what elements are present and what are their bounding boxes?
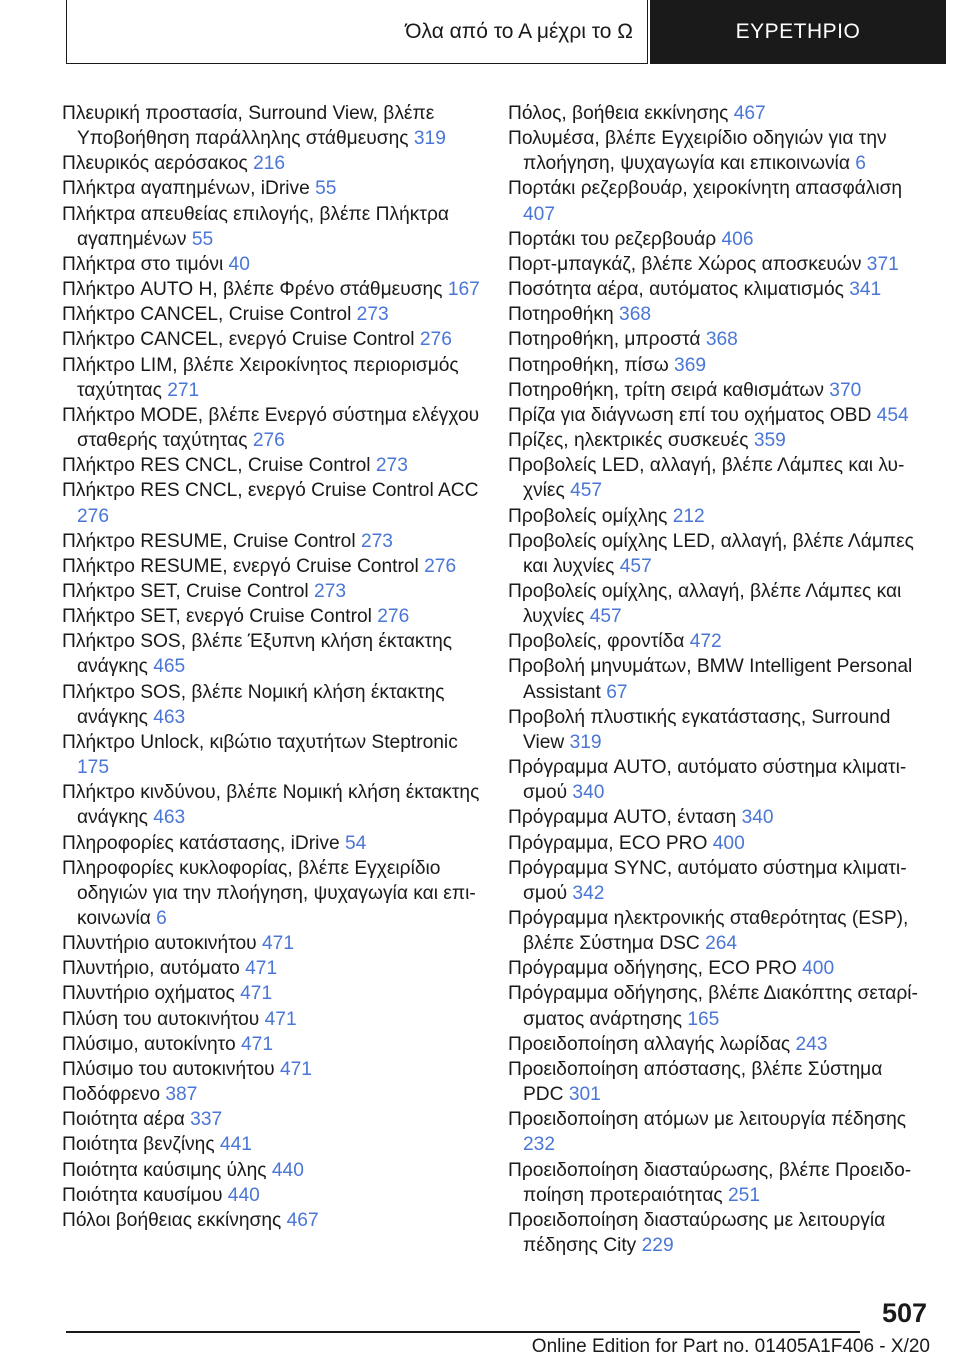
page-reference-link[interactable]: 454 (876, 404, 909, 426)
index-entry (62, 831, 482, 856)
index-entry (508, 629, 928, 654)
entry-text: Πλευρική προστασία, Surround View, βλέπε Υποβοήθηση παράλληλης στάθμευσης (62, 103, 435, 150)
entry-text: Πρίζα για διάγνωση επί του οχήματος OBD (508, 404, 877, 426)
entry-text: Πληροφορίες κατάστασης, iDrive (62, 832, 346, 854)
entry-text: Πλύσιμο, αυτοκίνητο (62, 1033, 241, 1055)
index-entry (508, 906, 928, 956)
index-entry (508, 453, 928, 503)
index-entry (508, 1208, 928, 1258)
entry-text: Πλήκτρα απευθείας επιλογής, βλέπε Πλήκτρα αγαπημένων (62, 203, 449, 250)
entry-text: Πρόγραμμα οδήγησης, ECO PRO (508, 958, 803, 980)
index-entry (62, 353, 482, 403)
entry-text: Ποιότητα αέρα (62, 1109, 191, 1131)
entry-text: Ποτηροθήκη, πίσω (508, 354, 675, 376)
page-reference-link[interactable]: 340 (741, 807, 774, 829)
entry-text: Πλήκτρο AUTO H, βλέπε Φρένο στάθμευσης (62, 279, 448, 301)
index-entry (62, 101, 482, 151)
index-entry (62, 604, 482, 629)
page-reference-link[interactable]: 216 (253, 153, 286, 175)
page-reference-link[interactable]: 407 (523, 203, 556, 225)
entry-text: Προειδοποίηση ατόμων με λειτουργία πέδησης (508, 1109, 906, 1131)
page-reference-link[interactable]: 471 (262, 933, 295, 955)
entry-text: Πόλος, βοήθεια εκκίνησης (508, 103, 734, 124)
page-reference-link[interactable]: 340 (572, 782, 605, 804)
page-reference-link[interactable]: 471 (264, 1008, 297, 1030)
index-entry (508, 856, 928, 906)
entry-text: Πλήκτρο SOS, βλέπε Έξυπνη κλήση έκτακτης ανάγκης (62, 631, 453, 678)
page-reference-link[interactable]: 55 (315, 178, 337, 200)
index-entry (62, 956, 482, 981)
index-entry (62, 680, 482, 730)
index-entry (62, 1082, 482, 1107)
page-reference-link[interactable]: 55 (191, 228, 214, 250)
page-reference-link[interactable]: 440 (271, 1159, 304, 1181)
index-entry (62, 1057, 482, 1082)
page-reference-link[interactable]: 337 (190, 1109, 223, 1131)
entry-text: Πλυντήριο οχήματος (62, 983, 241, 1005)
entry-text: Πλήκτρο RESUME, ενεργό Cruise Control (62, 555, 425, 577)
page-reference-link[interactable]: 463 (153, 706, 186, 728)
entry-text: Πρόγραμμα, ECO PRO (508, 832, 713, 854)
index-entry (508, 1032, 928, 1057)
entry-text: Πλήκτρο RES CNCL, ενεργό Cruise Control ACC (62, 480, 479, 502)
entry-text: Πλυντήριο, αυτόματο (62, 958, 246, 980)
entry-text: Προβολείς LED, αλλαγή, βλέπε Λάμπες και λυχνίες (508, 455, 905, 502)
entry-text: Πρόγραμμα ηλεκτρονικής σταθερότητας (ESP), βλέπε Σύστημα DSC (508, 908, 909, 955)
page-reference-link[interactable]: 273 (356, 304, 389, 326)
page-reference-link[interactable]: 471 (279, 1058, 312, 1080)
entry-text: Πρίζες, ηλεκτρικές συσκευές (508, 430, 754, 452)
index-column-right (508, 101, 928, 1258)
page-reference-link[interactable]: 167 (447, 279, 480, 301)
entry-text: Πρόγραμμα οδήγησης, βλέπε Διακόπτης σεταρίσματος ανάρτησης (508, 983, 918, 1030)
page-reference-link[interactable]: 342 (572, 882, 605, 904)
entry-text: Προειδοποίηση απόστασης, βλέπε Σύστημα PDC (508, 1058, 883, 1106)
index-entry (508, 403, 928, 428)
entry-text: Πλήκτρο RES CNCL, Cruise Control (62, 455, 376, 477)
page-reference-link[interactable]: 276 (77, 505, 110, 527)
entry-text: Ποσότητα αέρα, αυτόματος κλιματισμός (508, 279, 850, 301)
index-entry (62, 1132, 482, 1157)
index-entry (62, 1107, 482, 1132)
index-entry (508, 302, 928, 327)
page-reference-link[interactable]: 243 (795, 1033, 828, 1055)
page-reference-link[interactable]: 319 (413, 128, 446, 150)
entry-text: Πλήκτρο SET, ενεργό Cruise Control (62, 606, 378, 628)
entry-text: Πλυντήριο αυτοκινήτου (62, 933, 262, 955)
entry-text: Πολυμέσα, βλέπε Εγχειρίδιο οδηγιών για την πλοήγηση, ψυχαγωγία και επικοινωνία (508, 128, 887, 175)
page-reference-link[interactable]: 387 (165, 1084, 198, 1106)
page-number: 507 (881, 1298, 927, 1328)
entry-text: Πρόγραμμα AUTO, ένταση (508, 807, 742, 829)
entry-text: Πορτ-μπαγκάζ, βλέπε Χώρος αποσκευών (508, 253, 867, 275)
page-reference-link[interactable]: 229 (641, 1235, 674, 1257)
entry-text: Ποτηροθήκη, μπροστά (508, 329, 706, 351)
index-entry (62, 277, 482, 302)
index-entry (62, 981, 482, 1006)
entry-text: Προβολείς ομίχλης (508, 505, 673, 527)
page-reference-link[interactable]: 368 (705, 329, 738, 351)
index-entry (508, 529, 928, 579)
entry-text: Προβολή μηνυμάτων, BMW Intelligent Personal Assistant (508, 656, 913, 703)
page-reference-link[interactable]: 359 (753, 430, 786, 452)
page-reference-link[interactable]: 301 (568, 1084, 601, 1106)
page-reference-link[interactable]: 371 (866, 253, 899, 275)
page-reference-link[interactable]: 273 (360, 530, 393, 552)
entry-text: Πλήκτρα αγαπημένων, iDrive (62, 178, 316, 200)
index-entry (508, 1057, 928, 1107)
entry-text: Προβολείς ομίχλης LED, αλλαγή, βλέπε Λάμπες και λυχνίες (508, 530, 914, 577)
page-reference-link[interactable]: 471 (240, 1033, 273, 1055)
page-reference-link[interactable]: 400 (712, 832, 745, 854)
index-entry (508, 126, 928, 176)
page-reference-link[interactable]: 175 (77, 757, 110, 779)
page-reference-link[interactable]: 271 (167, 379, 200, 401)
index-entry (508, 252, 928, 277)
index-entry (62, 529, 482, 554)
page-reference-link[interactable]: 276 (424, 555, 457, 577)
index-entry (62, 1007, 482, 1032)
index-entry (62, 1032, 482, 1057)
index-entry (62, 554, 482, 579)
page-reference-link[interactable]: 40 (228, 253, 250, 275)
entry-text: Πλήκτρο SET, Cruise Control (62, 580, 315, 602)
entry-text: Πορτάκι ρεζερβουάρ, χειροκίνητη απασφάλιση (508, 178, 903, 200)
page-reference-link[interactable]: 232 (523, 1134, 556, 1156)
entry-text: Προβολείς, φροντίδα (508, 631, 690, 653)
index-entry (508, 956, 928, 981)
index-entry (508, 654, 928, 704)
entry-text: Πλήκτρο CANCEL, Cruise Control (62, 304, 357, 326)
page-reference-link[interactable]: 276 (419, 329, 452, 351)
page-reference-link[interactable]: 471 (245, 958, 278, 980)
index-entry (508, 176, 928, 226)
index-entry (508, 277, 928, 302)
index-entry (62, 780, 482, 830)
entry-text: Πρόγραμμα SYNC, αυτόματο σύστημα κλιματισμού (508, 857, 907, 904)
entry-text: Πλήκτρο RESUME, Cruise Control (62, 530, 361, 552)
page-reference-link[interactable]: 441 (219, 1134, 252, 1156)
page-reference-link[interactable]: 264 (705, 933, 738, 955)
index-entry (62, 1183, 482, 1208)
edition-footer: Online Edition for Part no. 01405A1F406 - X/20 (531, 1336, 930, 1357)
index-entry (62, 931, 482, 956)
page-reference-link[interactable]: 165 (687, 1008, 720, 1030)
footer-divider (66, 1331, 860, 1333)
index-entry (508, 805, 928, 830)
index-entry (508, 1158, 928, 1208)
entry-text: Πλήκτρα στο τιμόνι (62, 253, 229, 275)
index-entry (508, 378, 928, 403)
section-title: Όλα από το Α μέχρι το Ω (66, 0, 648, 64)
entry-text: Πλήκτρο Unlock, κιβώτιο ταχυτήτων Steptronic (62, 731, 458, 753)
page-reference-link[interactable]: 457 (589, 606, 622, 628)
index-entry (62, 1208, 482, 1233)
entry-text: Πλήκτρο MODE, βλέπε Ενεργό σύστημα ελέγχου σταθερής ταχύτητας (62, 404, 480, 452)
page-reference-link[interactable]: 6 (855, 153, 866, 175)
page-reference-link[interactable]: 341 (849, 279, 882, 301)
index-entry (508, 227, 928, 252)
page-reference-link[interactable]: 463 (153, 807, 186, 829)
entry-text: Ποδόφρενο (62, 1084, 166, 1106)
index-entry (508, 1107, 928, 1157)
entry-text: Προβολή πλυστικής εγκατάστασης, Surround View (508, 706, 891, 753)
index-entry (508, 755, 928, 805)
index-entry (508, 981, 928, 1031)
index-entry (62, 478, 482, 528)
page-reference-link[interactable]: 251 (728, 1184, 761, 1206)
page-reference-link[interactable]: 319 (569, 731, 602, 753)
page-reference-link[interactable]: 369 (674, 354, 707, 376)
page-reference-link[interactable]: 368 (619, 304, 652, 326)
entry-text: Προειδοποίηση διασταύρωσης με λειτουργία πέδησης City (508, 1209, 886, 1257)
index-entry (508, 504, 928, 529)
index-entry (508, 428, 928, 453)
index-entry (508, 705, 928, 755)
index-entry (62, 252, 482, 277)
page-reference-link[interactable]: 440 (227, 1184, 260, 1206)
entry-text: Ποτηροθήκη (508, 304, 620, 326)
page-reference-link[interactable]: 273 (375, 455, 408, 477)
index-entry (508, 327, 928, 352)
page-reference-link[interactable]: 457 (619, 555, 652, 577)
page-reference-link[interactable]: 457 (570, 480, 603, 502)
index-entry (62, 1158, 482, 1183)
index-entry (62, 151, 482, 176)
index-entry (62, 579, 482, 604)
index-tab[interactable]: ΕΥΡΕΤΗΡΙΟ (650, 0, 946, 64)
index-entry (508, 101, 928, 126)
entry-text: Πληροφορίες κυκλοφορίας, βλέπε Εγχειρίδιο οδηγιών για την πλοήγηση, ψυχαγωγία και επικοινωνία (62, 857, 476, 929)
entry-text: Πλύση του αυτοκινήτου (62, 1008, 265, 1030)
page-reference-link[interactable]: 472 (689, 631, 722, 653)
page-reference-link[interactable]: 370 (829, 379, 862, 401)
entry-text: Πρόγραμμα AUTO, αυτόματο σύστημα κλιματισμού (508, 757, 907, 804)
entry-text: Προβολείς ομίχλης, αλλαγή, βλέπε Λάμπες και λυχνίες (508, 580, 902, 628)
page-header (0, 0, 960, 64)
page-reference-link[interactable]: 467 (733, 103, 766, 124)
page-reference-link[interactable]: 465 (153, 656, 186, 678)
entry-text: Πλύσιμο του αυτοκινήτου (62, 1058, 280, 1080)
page-reference-link[interactable]: 276 (377, 606, 410, 628)
index-entry (62, 730, 482, 780)
index-entry (62, 453, 482, 478)
entry-text: Πλήκτρο CANCEL, ενεργό Cruise Control (62, 329, 420, 351)
entry-text: Πλήκτρο SOS, βλέπε Νομική κλήση έκτακτης ανάγκης (62, 681, 445, 728)
page-reference-link[interactable]: 54 (345, 832, 367, 854)
entry-text: Ποιότητα βενζίνης (62, 1134, 220, 1156)
index-entry (508, 353, 928, 378)
page-reference-link[interactable]: 406 (721, 228, 754, 250)
entry-text: Ποιότητα καυσίμου (62, 1184, 228, 1206)
entry-text: Ποιότητα καύσιμης ύλης (62, 1159, 272, 1181)
entry-text: Πλήκτρο κινδύνου, βλέπε Νομική κλήση έκτακτης ανάγκης (62, 782, 480, 829)
page-reference-link[interactable]: 400 (802, 958, 835, 980)
page-reference-link[interactable]: 276 (252, 430, 285, 452)
page-reference-link[interactable]: 467 (286, 1209, 319, 1231)
index-entry (62, 403, 482, 453)
entry-text: Πορτάκι του ρεζερβουάρ (508, 228, 722, 250)
index-entry (62, 327, 482, 352)
index-entry (508, 579, 928, 629)
page-reference-link[interactable]: 212 (672, 505, 705, 527)
page-reference-link[interactable]: 6 (156, 908, 167, 929)
entry-text: Πλήκτρο LIM, βλέπε Χειροκίνητος περιορισμός ταχύτητας (62, 354, 459, 401)
index-entry (62, 176, 482, 201)
page-reference-link[interactable]: 471 (240, 983, 273, 1005)
entry-text: Πλευρικός αερόσακος (62, 153, 254, 175)
entry-text: Πόλοι βοήθειας εκκίνησης (62, 1209, 287, 1231)
page-reference-link[interactable]: 273 (314, 580, 347, 602)
entry-text: Προειδοποίηση αλλαγής λωρίδας (508, 1033, 796, 1055)
index-entry (62, 302, 482, 327)
index-entry (62, 856, 482, 931)
index-entry (62, 629, 482, 679)
index-entry (508, 831, 928, 856)
entry-text: Ποτηροθήκη, τρίτη σειρά καθισμάτων (508, 379, 830, 401)
page-reference-link[interactable]: 67 (606, 681, 628, 703)
index-entry (62, 202, 482, 252)
entry-text: Προειδοποίηση διασταύρωσης, βλέπε Προειδοποίηση προτεραιότητας (508, 1159, 912, 1206)
index-column-left (62, 101, 482, 1233)
